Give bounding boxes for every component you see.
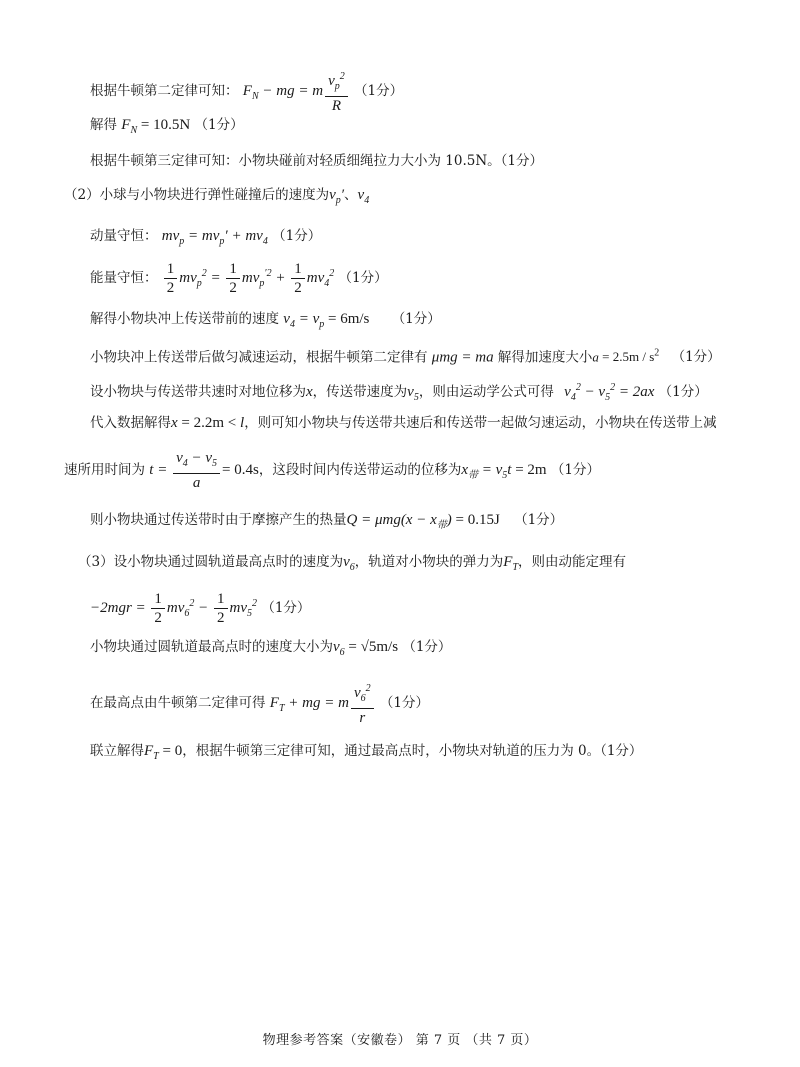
text: 代入数据解得 — [90, 415, 171, 431]
score: （1分） — [379, 695, 430, 711]
text: 联立解得 — [90, 743, 144, 759]
text: 根据牛顿第三定律可知：小物块碰前对轻质细绳拉力大小为 10.5N。（1分） — [90, 153, 544, 169]
text: 在最高点由牛顿第二定律可得 — [90, 695, 266, 711]
score: （1分） — [671, 349, 721, 366]
text: （2）小球与小物块进行弹性碰撞后的速度为 — [64, 187, 330, 203]
heat-line: 则小物块通过传送带时由于摩擦产生的热量$Q = \mu mg(x - x_带) = 0.15J$ （1分） — [90, 512, 564, 531]
time-line: 速所用时间为 t = $\frac{v_4 - v_5}{a}$ = 0.4s，这段时间内传送带运动的位移为$x_带 = v_5t = 2m$ （1分） — [64, 450, 600, 491]
part3-heading: （3）设小物块通过圆轨道最高点时的速度为$v_6$，轨道对小物块的弹力为$F_T$，则由动能定理有 — [78, 554, 626, 573]
solve-fn-line: 解得 $F_N = 10.5N$ （1分） — [90, 117, 244, 136]
text: ，这段时间内传送带运动的位移为 — [258, 462, 462, 478]
part2-heading: （2）小球与小物块进行弹性碰撞后的速度为$v_p'$、$v_4$ — [64, 187, 370, 206]
text: 解得 — [90, 117, 117, 133]
score: （1分） — [658, 384, 708, 400]
momentum-line: 动量守恒： $mv_p = mv_p' + mv_4$ （1分） — [90, 228, 322, 247]
solve-v4-line: 解得小物块冲上传送带前的速度 $v_4 = v_p = 6m/s$ （1分） — [90, 311, 441, 330]
score: （1分） — [338, 270, 388, 286]
score: （1分） — [514, 512, 564, 528]
text: 解得加速度大小 — [497, 349, 593, 366]
solve-x-line: 代入数据解得x = 2.2m < l，则可知小物块与传送带共速后和传送带一起做匀速运动，小物块在传送带上减 — [90, 415, 717, 431]
text: ，则可知小物块与传送带共速后和传送带一起做匀速运动，小物块在传送带上减 — [244, 415, 717, 431]
text: （3）设小物块通过圆轨道最高点时的速度为 — [78, 554, 344, 570]
text: 能量守恒： — [90, 270, 158, 286]
text: ，轨道对小物块的弹力为 — [354, 554, 504, 570]
kinetic-energy-line: −2mgr = $\frac{1}{2}$ $mv_6^2$ − $\frac{1}{2}$ $mv_5^2$ （1分） — [90, 591, 311, 626]
energy-line: 能量守恒： $\frac{1}{2}$ $mv_p^2$ = $\frac{1}{2}$ $mv_p^{'2}$ + $\frac{1}{2}$ $mv_4^2$ （1分） — [90, 261, 388, 296]
text: 根据牛顿第二定律可知： — [90, 83, 239, 99]
score: （1分） — [402, 639, 452, 655]
solve-v6-line: 小物块通过圆轨道最高点时的速度大小为$v_6 = √5m/s$ （1分） — [90, 639, 452, 658]
text: 解得小物块冲上传送带前的速度 — [90, 311, 279, 327]
deceleration-line: 小物块冲上传送带后做匀减速运动，根据牛顿第二定律有 μmg = ma 解得加速度大小$a = 2.5m / s^2$ （1分） — [90, 348, 721, 366]
text: 速所用时间为 — [64, 462, 145, 478]
score: （1分） — [272, 228, 322, 244]
text: 设小物块与传送带共速时对地位移为 — [90, 384, 306, 400]
text: 动量守恒： — [90, 228, 158, 244]
page-footer: 物理参考答案（安徽卷） 第 7 页 （共 7 页） — [262, 1033, 538, 1048]
text: ，根据牛顿第三定律可知，通过最高点时，小物块对轨道的压力为 0。（1分） — [182, 743, 643, 759]
kinematics-line: 设小物块与传送带共速时对地位移为x，传送带速度为$v_5$，则由运动学公式可得 $v_4^2 - v_5^2 = 2ax$ （1分） — [90, 382, 708, 403]
score: （1分） — [391, 311, 441, 327]
score: （1分） — [354, 83, 404, 99]
score: （1分） — [194, 117, 244, 133]
text: ，传送带速度为 — [312, 384, 408, 400]
text: 小物块冲上传送带后做匀减速运动，根据牛顿第二定律有 — [90, 349, 428, 366]
top-point-line: 在最高点由牛顿第二定律可得 $F_T$ + mg = m $\frac{v_6^2}{r}$ （1分） — [90, 680, 429, 727]
score: （1分） — [261, 600, 311, 616]
text: ，则由运动学公式可得 — [418, 384, 554, 400]
score: （1分） — [550, 462, 600, 478]
newton-third-law-line — [90, 151, 543, 171]
text: 则小物块通过传送带时由于摩擦产生的热量 — [90, 512, 347, 528]
text: 小物块通过圆轨道最高点时的速度大小为 — [90, 639, 333, 655]
text: ，则由动能定理有 — [518, 554, 626, 570]
conclusion-line: 联立解得$F_T = 0$，根据牛顿第三定律可知，通过最高点时，小物块对轨道的压力为 0。（1分） — [90, 743, 643, 762]
newton-second-law-line: 根据牛顿第二定律可知： $F_N$ − mg = m $\frac{v_p^2}{R}$ （1分） — [90, 68, 403, 115]
